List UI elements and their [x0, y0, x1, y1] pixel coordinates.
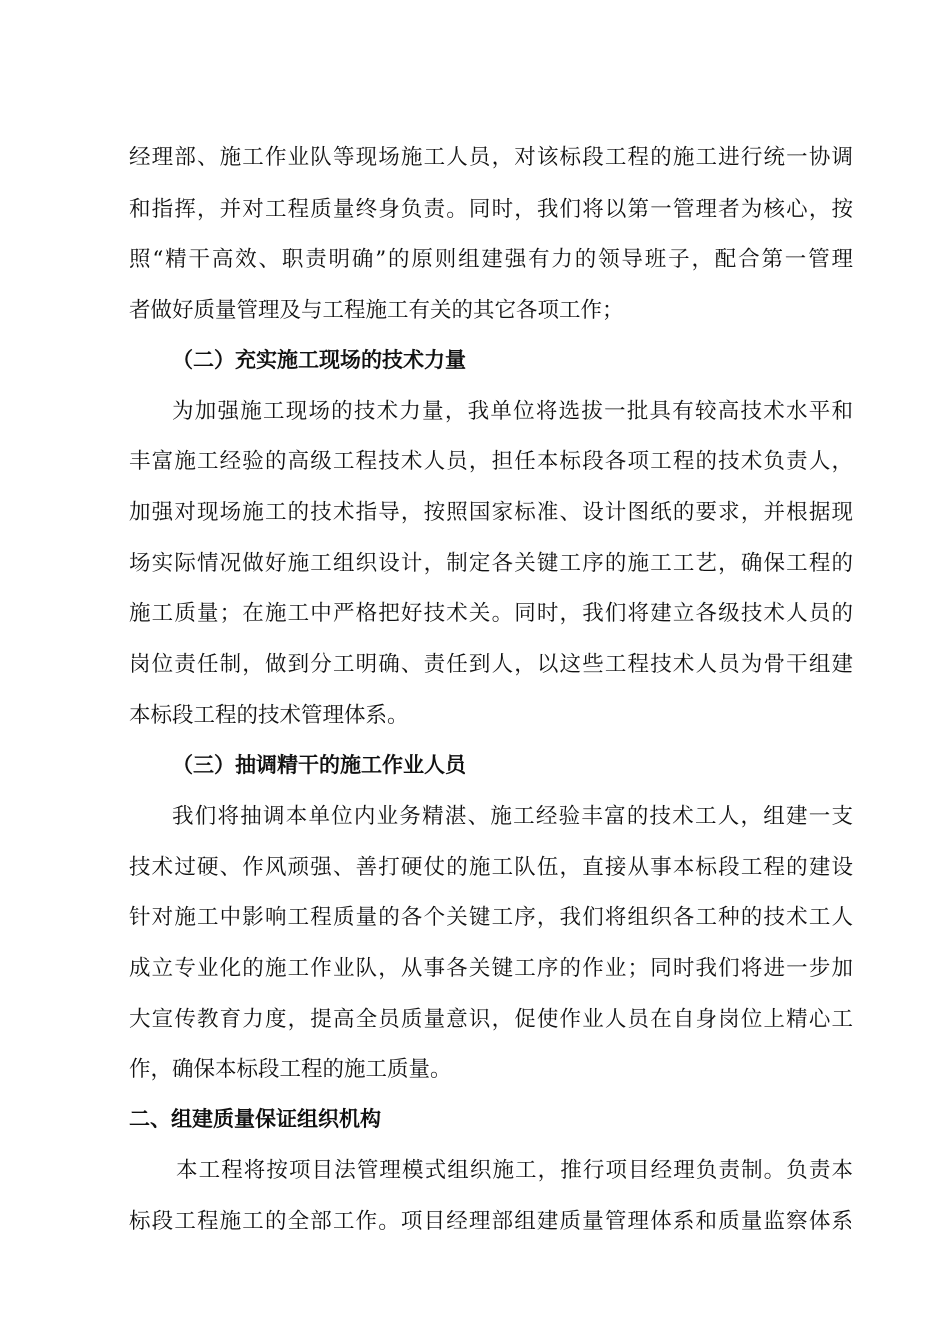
paragraph-3-line-2: 技术过硬、作风顽强、善打硬仗的施工队伍，直接从事本标段工程的建设 [129, 855, 853, 880]
section-heading-2: （二）充实施工现场的技术力量 [172, 348, 466, 372]
chapter-heading-2: 二、组建质量保证组织机构 [129, 1107, 381, 1131]
paragraph-2-line-2: 丰富施工经验的高级工程技术人员，担任本标段各项工程的技术负责人， [129, 449, 853, 474]
paragraph-1-line-3: 照“精干高效、职责明确”的原则组建强有力的领导班子，配合第一管理 [129, 247, 853, 272]
paragraph-1-line-1: 经理部、施工作业队等现场施工人员，对该标段工程的施工进行统一协调 [129, 145, 853, 170]
paragraph-3-line-4: 成立专业化的施工作业队，从事各关键工序的作业；同时我们将进一步加 [129, 956, 853, 981]
paragraph-1-line-2: 和指挥，并对工程质量终身负责。同时，我们将以第一管理者为核心，按 [129, 197, 853, 222]
paragraph-2-line-7: 本标段工程的技术管理体系。 [129, 703, 409, 728]
paragraph-2-line-6: 岗位责任制，做到分工明确、责任到人，以这些工程技术人员为骨干组建 [129, 652, 853, 677]
paragraph-4-line-2: 标段工程施工的全部工作。项目经理部组建质量管理体系和质量监察体系 [129, 1209, 853, 1234]
paragraph-4-line-1: 本工程将按项目法管理模式组织施工，推行项目经理负责制。负责本 [176, 1158, 853, 1183]
paragraph-3-line-3: 针对施工中影响工程质量的各个关键工序，我们将组织各工种的技术工人 [129, 905, 853, 930]
paragraph-2-line-4: 场实际情况做好施工组织设计，制定各关键工序的施工工艺，确保工程的 [129, 551, 853, 576]
section-heading-3: （三）抽调精干的施工作业人员 [172, 753, 466, 777]
paragraph-1-line-4: 者做好质量管理及与工程施工有关的其它各项工作； [129, 298, 624, 323]
paragraph-3-line-1: 我们将抽调本单位内业务精湛、施工经验丰富的技术工人，组建一支 [172, 804, 853, 829]
paragraph-2-line-5: 施工质量；在施工中严格把好技术关。同时，我们将建立各级技术人员的 [129, 601, 853, 626]
paragraph-3-line-5: 大宣传教育力度，提高全员质量意识，促使作业人员在自身岗位上精心工 [129, 1007, 853, 1032]
paragraph-2-line-1: 为加强施工现场的技术力量，我单位将选拔一批具有较高技术水平和 [172, 399, 853, 424]
paragraph-2-line-3: 加强对现场施工的技术指导，按照国家标准、设计图纸的要求，并根据现 [129, 500, 853, 525]
paragraph-3-line-6: 作，确保本标段工程的施工质量。 [129, 1057, 452, 1082]
